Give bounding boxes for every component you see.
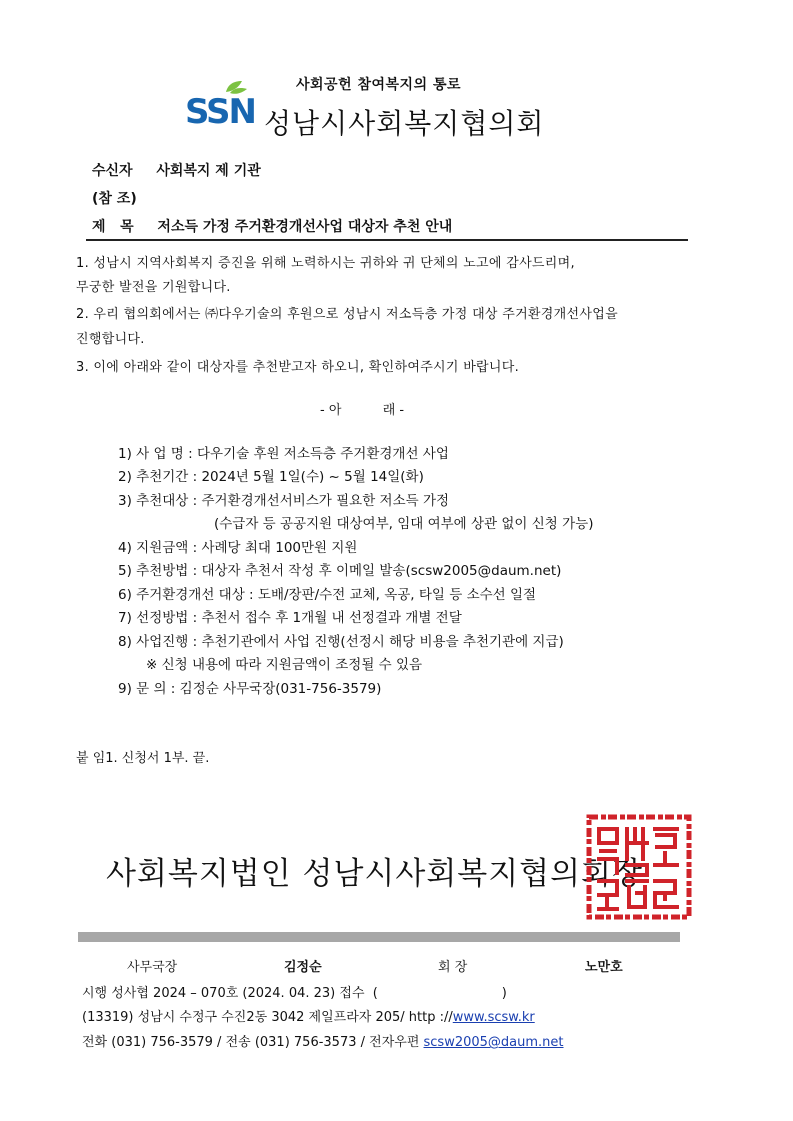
subject-value: 저소득 가정 주거환경개선사업 대상자 추천 안내 <box>157 219 453 235</box>
list-item: 8) 사업진행 : 추천기관에서 사업 진행(선정시 해당 비용을 추천기관에 지급) <box>118 634 564 650</box>
address-line <box>82 1006 535 1025</box>
chair-name: 노만호 <box>585 960 623 975</box>
ssn-logo <box>184 80 262 126</box>
email-link[interactable]: scsw2005@daum.net <box>423 1035 564 1050</box>
list-item-note: ※ 신청 내용에 따라 지원금액이 조정될 수 있음 <box>146 657 423 673</box>
list-item: 6) 주거환경개선 대상 : 도배/장판/수전 교체, 옥공, 타일 등 소수선 일절 <box>118 587 537 603</box>
website-link[interactable]: www.scsw.kr <box>452 1010 535 1025</box>
chair-title: 회 장 <box>438 960 468 975</box>
org-name: 성남시사회복지협의회 <box>264 107 545 140</box>
body-line-5: 3. 이에 아래와 같이 대상자를 추천받고자 하오니, 확인하여주시기 바랍니다. <box>76 360 520 375</box>
officer-title: 사무국장 <box>127 960 178 975</box>
address-text: (13319) 성남시 수정구 수진2동 3042 제일프라자 205/ http :// <box>82 1010 453 1025</box>
list-item: 5) 추천방법 : 대상자 추천서 작성 후 이메일 발송(scsw2005@daum.net) <box>118 563 562 579</box>
attachment-line: 붙 임1. 신청서 1부. 끝. <box>76 751 210 766</box>
list-item: 3) 추천대상 : 주거환경개선서비스가 필요한 저소득 가정 <box>118 493 450 509</box>
reference-line: (참 조) <box>92 191 137 207</box>
subject-label: 제 목 <box>92 219 134 235</box>
body-line-2: 무궁한 발전을 기원합니다. <box>76 280 231 295</box>
recipient-line <box>92 160 261 180</box>
list-item: 4) 지원금액 : 사례당 최대 100만원 지원 <box>118 540 358 556</box>
signature-line: 사회복지법인 성남시사회복지협의회장 <box>106 856 643 892</box>
footer-divider-bar <box>78 932 680 942</box>
contact-text: 전화 (031) 756-3579 / 전송 (031) 756-3573 / 전자우편 <box>82 1035 424 1050</box>
official-seal <box>585 813 693 921</box>
doc-number-line: 시행 성사협 2024 – 070호 (2024. 04. 23) 접수 ( ) <box>82 986 507 1001</box>
subject-divider <box>86 239 688 241</box>
contact-line <box>82 1031 564 1050</box>
recipient-value: 사회복지 제 기관 <box>156 163 261 179</box>
recipient-label: 수신자 <box>92 163 133 179</box>
list-item: 1) 사 업 명 : 다우기술 후원 저소득층 주거환경개선 사업 <box>118 446 449 462</box>
list-item: 9) 문 의 : 김정순 사무국장(031-756-3579) <box>118 681 382 697</box>
list-item: 7) 선정방법 : 추천서 접수 후 1개월 내 선정결과 개별 전달 <box>118 610 462 626</box>
body-line-4: 진행합니다. <box>76 332 145 347</box>
officer-name: 김정순 <box>284 960 322 975</box>
org-motto: 사회공헌 참여복지의 통로 <box>296 77 462 93</box>
subject-line <box>92 216 452 236</box>
logo-text: SSN <box>185 92 255 126</box>
list-item-note: (수급자 등 공공지원 대상여부, 임대 여부에 상관 없이 신청 가능) <box>214 516 594 532</box>
list-item: 2) 추천기간 : 2024년 5월 1일(수) ~ 5월 14일(화) <box>118 469 424 485</box>
body-line-1: 1. 성남시 지역사회복지 증진을 위해 노력하시는 귀하와 귀 단체의 노고에 감사드리며, <box>76 256 575 271</box>
body-line-3: 2. 우리 협의회에서는 ㈜다우기술의 후원으로 성남시 저소득층 가정 대상 주거환경개선사업을 <box>76 307 618 322</box>
center-heading: - 아 래 - <box>320 403 405 418</box>
